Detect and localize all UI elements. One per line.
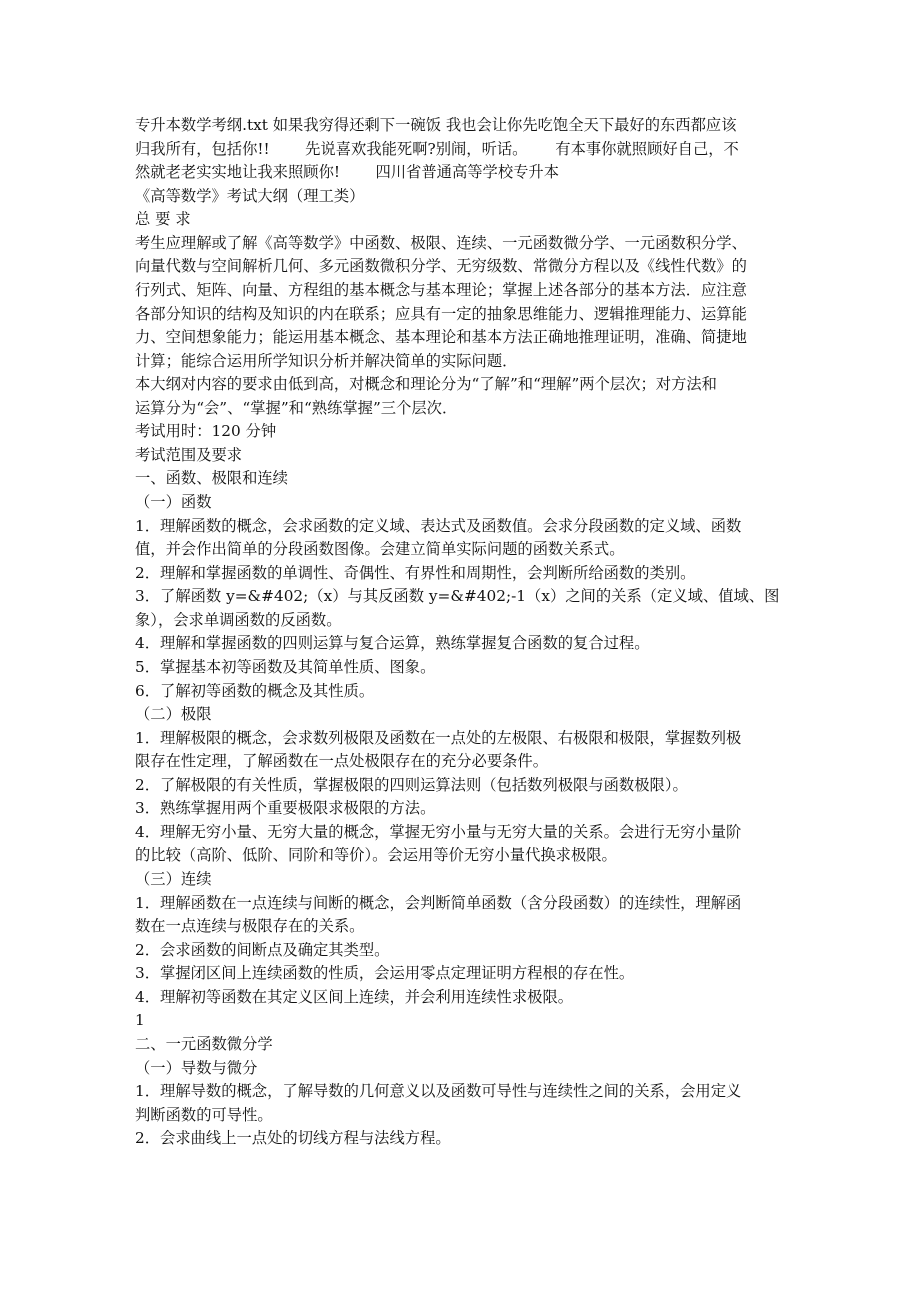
text-line: （三）连续 [135, 870, 212, 888]
text-line: 2．会求曲线上一点处的切线方程与法线方程。 [135, 1129, 451, 1148]
text-line: 本大纲对内容的要求由低到高，对概念和理论分为“了解”和“理解”两个层次；对方法和 [135, 375, 717, 394]
text-line: 4．理解初等函数在其定义区间上连续，并会利用连续性求极限。 [135, 987, 574, 1006]
text-line: 1．理解函数的概念，会求函数的定义域、表达式及函数值。会求分段函数的定义域、函数 [135, 516, 742, 535]
text-line: 3．掌握闭区间上连续函数的性质，会运用零点定理证明方程根的存在性。 [135, 964, 635, 983]
text-line: 归我所有，包括你!! 先说喜欢我能死啊?别闹，听话。 有本事你就照顾好自己，不 [135, 139, 739, 158]
text-line: 4．理解和掌握函数的四则运算与复合运算，熟练掌握复合函数的复合过程。 [135, 634, 650, 653]
text-line: 判断函数的可导性。 [135, 1105, 273, 1124]
text-line: 数在一点连续与极限存在的关系。 [135, 917, 365, 936]
text-line: 各部分知识的结构及知识的内在联系；应具有一定的抽象思维能力、逻辑推理能力、运算能 [135, 304, 747, 323]
text-line: 的比较（高阶、低阶、同阶和等价）。会运用等价无穷小量代换求极限。 [135, 846, 617, 865]
text-line: 1 [135, 1011, 145, 1030]
text-line: 1．理解极限的概念，会求数列极限及函数在一点处的左极限、右极限和极限，掌握数列极 [135, 728, 742, 747]
text-line: 2．理解和掌握函数的单调性、奇偶性、有界性和周期性，会判断所给函数的类别。 [135, 563, 696, 582]
text-line: 考试范围及要求 [135, 445, 243, 464]
text-line: 考试用时：120 分钟 [135, 422, 277, 441]
text-line: 专升本数学考纲.txt 如果我穷得还剩下一碗饭 我也会让你先吃饱全天下最好的东西都应该 [135, 116, 737, 134]
text-line: 向量代数与空间解析几何、多元函数微积分学、无穷级数、常微分方程以及《线性代数》的 [135, 257, 747, 276]
text-line: 运算分为“会”、“掌握”和“熟练掌握”三个层次． [135, 398, 458, 417]
text-line: 象），会求单调函数的反函数。 [135, 610, 342, 629]
text-line: 计算；能综合运用所学知识分析并解决简单的实际问题． [135, 351, 518, 370]
text-line: 力、空间想象能力；能运用基本概念、基本理论和基本方法正确地推理证明，准确、简捷地 [135, 328, 747, 347]
text-line: 考生应理解或了解《高等数学》中函数、极限、连续、一元函数微分学、一元函数积分学、 [135, 233, 747, 252]
text-line: 限存在性定理，了解函数在一点处极限存在的充分必要条件。 [135, 752, 549, 771]
text-line: 1．理解导数的概念，了解导数的几何意义以及函数可导性与连续性之间的关系，会用定义 [135, 1082, 742, 1101]
text-line: 2．了解极限的有关性质，掌握极限的四则运算法则（包括数列极限与函数极限）。 [135, 775, 688, 794]
text-line: （二）极限 [135, 705, 212, 724]
text-line: 值，并会作出简单的分段函数图像。会建立简单实际问题的函数关系式。 [135, 540, 625, 559]
text-line: 4．理解无穷小量、无穷大量的概念，掌握无穷小量与无穷大量的关系。会进行无穷小量阶 [135, 822, 742, 841]
text-line: 3．了解函数 y=&#402;（x）与其反函数 y=&#402;-1（x）之间的关系（定义域、值域、图 [135, 587, 780, 606]
text-line: 5．掌握基本初等函数及其简单性质、图象。 [135, 657, 436, 676]
text-line: 3．熟练掌握用两个重要极限求极限的方法。 [135, 799, 436, 818]
text-line: （一）函数 [135, 493, 212, 511]
text-line: 然就老老实实地让我来照顾你! 四川省普通高等学校专升本 [135, 163, 560, 182]
document-body [135, 114, 795, 1151]
text-line: 一、函数、极限和连续 [135, 469, 288, 488]
text-line: 《高等数学》考试大纲（理工类） [135, 186, 365, 205]
text-line: 二、一元函数微分学 [135, 1034, 273, 1053]
text-line: 1．理解函数在一点连续与间断的概念，会判断简单函数（含分段函数）的连续性，理解函 [135, 893, 742, 912]
text-line: 6．了解初等函数的概念及其性质。 [135, 681, 375, 700]
text-line: 行列式、矩阵、向量、方程组的基本概念与基本理论；掌握上述各部分的基本方法．应注意 [135, 280, 747, 299]
text-line: 总 要 求 [135, 210, 191, 229]
text-line: （一）导数与微分 [135, 1058, 258, 1077]
text-line: 2．会求函数的间断点及确定其类型。 [135, 940, 390, 959]
